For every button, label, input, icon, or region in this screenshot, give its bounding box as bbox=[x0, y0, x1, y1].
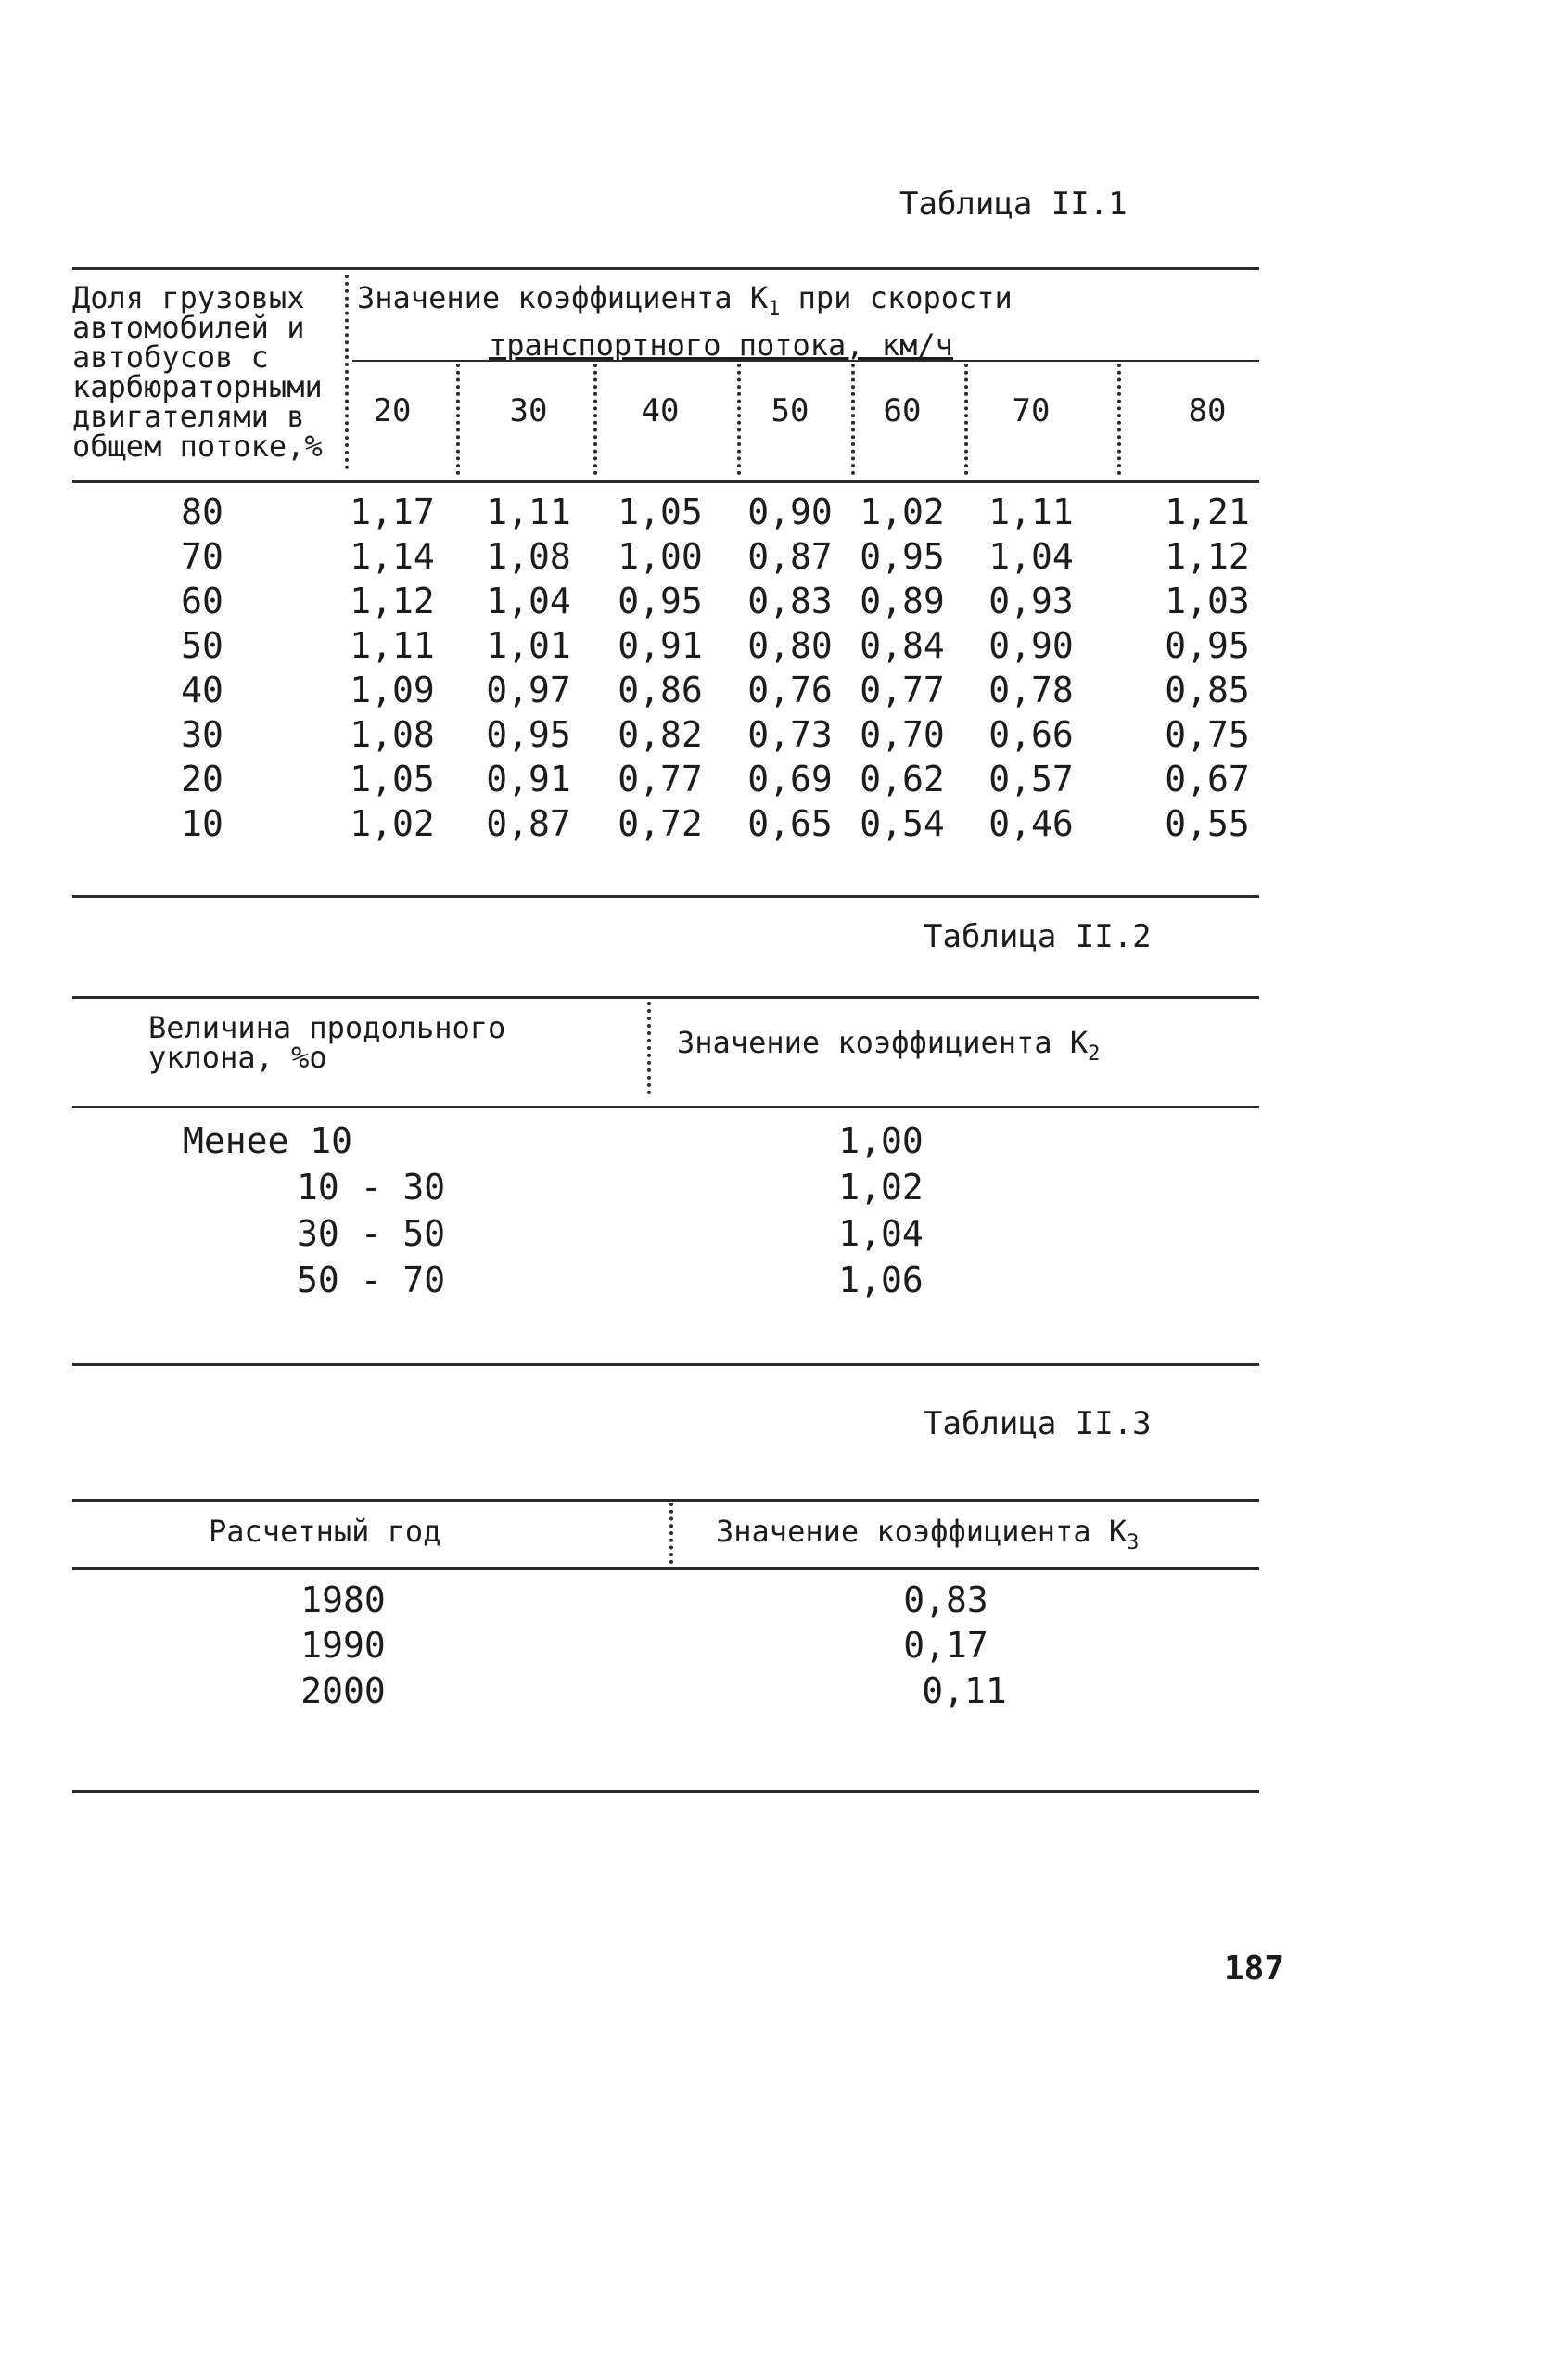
slope-range-cell: 50 - 70 bbox=[297, 1260, 446, 1300]
k2-value-cell: 1,02 bbox=[838, 1167, 924, 1208]
value-cell: 1,04 bbox=[988, 536, 1074, 577]
speed-header: 30 bbox=[509, 392, 548, 429]
table2-bottom-rule bbox=[72, 1363, 1259, 1366]
speed-header: 50 bbox=[771, 392, 809, 429]
speed-column-divider bbox=[964, 364, 968, 475]
value-cell: 0,65 bbox=[747, 803, 833, 844]
value-cell: 1,03 bbox=[1165, 581, 1250, 621]
table3-col1-header: Расчетный год bbox=[209, 1514, 441, 1549]
value-cell: 0,87 bbox=[486, 803, 571, 844]
share-cell: 10 bbox=[181, 803, 223, 844]
share-cell: 60 bbox=[181, 581, 223, 621]
row-header-line: автобусов с bbox=[72, 339, 269, 375]
share-cell: 40 bbox=[181, 670, 223, 710]
table3-top-rule bbox=[72, 1499, 1259, 1502]
k3-value-cell: 0,17 bbox=[903, 1625, 988, 1666]
value-cell: 0,85 bbox=[1165, 670, 1250, 710]
year-cell: 1980 bbox=[300, 1579, 386, 1620]
value-cell: 0,75 bbox=[1165, 714, 1250, 755]
value-cell: 1,09 bbox=[350, 670, 435, 710]
table1-group-header-line2: транспортного потока, км/ч bbox=[489, 327, 953, 363]
table2-col2-header bbox=[677, 1025, 1101, 1069]
share-cell: 30 bbox=[181, 714, 223, 755]
speed-column-divider bbox=[737, 364, 741, 475]
value-cell: 1,12 bbox=[350, 581, 435, 621]
col2-header-text: Значение коэффициента K bbox=[716, 1514, 1128, 1549]
value-cell: 1,04 bbox=[486, 581, 571, 621]
value-cell: 0,77 bbox=[618, 759, 703, 799]
speed-header: 60 bbox=[883, 392, 922, 429]
value-cell: 0,78 bbox=[988, 670, 1074, 710]
row-header-line: карбюраторными bbox=[72, 369, 323, 404]
table3-header-bottom-rule bbox=[72, 1567, 1259, 1570]
k3-value-cell: 0,11 bbox=[922, 1670, 1007, 1711]
col1-header-line: Величина продольного bbox=[148, 1010, 506, 1045]
speed-column-divider bbox=[851, 364, 855, 475]
slope-range-cell: 10 - 30 bbox=[297, 1167, 446, 1208]
year-cell: 1990 bbox=[300, 1625, 386, 1666]
speed-header: 70 bbox=[1012, 392, 1051, 429]
table1-caption: Таблица II.1 bbox=[899, 185, 1128, 223]
table1-speed-rule bbox=[352, 360, 1259, 362]
value-cell: 1,00 bbox=[618, 536, 703, 577]
value-cell: 1,02 bbox=[350, 803, 435, 844]
value-cell: 1,11 bbox=[350, 625, 435, 666]
value-cell: 1,21 bbox=[1165, 492, 1250, 532]
value-cell: 0,90 bbox=[747, 492, 833, 532]
value-cell: 0,67 bbox=[1165, 759, 1250, 799]
k2-value-cell: 1,04 bbox=[838, 1213, 924, 1254]
value-cell: 1,01 bbox=[486, 625, 571, 666]
row-header-line: двигателями в bbox=[72, 399, 305, 434]
group-header-subscript: 1 bbox=[768, 298, 781, 321]
table3-header-divider bbox=[669, 1503, 673, 1564]
table2-caption: Таблица II.2 bbox=[924, 918, 1152, 955]
year-cell: 2000 bbox=[300, 1670, 386, 1711]
value-cell: 0,91 bbox=[618, 625, 703, 666]
value-cell: 0,89 bbox=[860, 581, 945, 621]
value-cell: 0,62 bbox=[860, 759, 945, 799]
value-cell: 0,70 bbox=[860, 714, 945, 755]
table2-header-bottom-rule bbox=[72, 1106, 1259, 1108]
value-cell: 1,14 bbox=[350, 536, 435, 577]
table2-col1-header bbox=[148, 1010, 506, 1075]
value-cell: 0,95 bbox=[860, 536, 945, 577]
k2-value-cell: 1,06 bbox=[838, 1260, 924, 1300]
slope-range-cell: 30 - 50 bbox=[297, 1213, 446, 1254]
group-header-text: Значение коэффициента K bbox=[357, 280, 769, 315]
value-cell: 0,91 bbox=[486, 759, 571, 799]
value-cell: 0,93 bbox=[988, 581, 1074, 621]
value-cell: 0,90 bbox=[988, 625, 1074, 666]
value-cell: 0,80 bbox=[747, 625, 833, 666]
value-cell: 0,73 bbox=[747, 714, 833, 755]
value-cell: 0,57 bbox=[988, 759, 1074, 799]
row-header-line: общем потоке,% bbox=[72, 428, 323, 464]
table3-caption: Таблица II.3 bbox=[924, 1405, 1152, 1442]
table2-top-rule bbox=[72, 996, 1259, 999]
table1-header-bottom-rule bbox=[72, 480, 1259, 483]
value-cell: 0,86 bbox=[618, 670, 703, 710]
value-cell: 0,82 bbox=[618, 714, 703, 755]
row-header-line: автомобилей и bbox=[72, 310, 305, 345]
value-cell: 0,54 bbox=[860, 803, 945, 844]
share-cell: 50 bbox=[181, 625, 223, 666]
share-cell: 20 bbox=[181, 759, 223, 799]
value-cell: 0,46 bbox=[988, 803, 1074, 844]
speed-header: 20 bbox=[373, 392, 412, 429]
value-cell: 1,05 bbox=[618, 492, 703, 532]
table2-header-divider bbox=[647, 1002, 651, 1094]
page-number: 187 bbox=[1224, 1950, 1285, 1988]
value-cell: 0,95 bbox=[486, 714, 571, 755]
col1-header-line: уклона, %o bbox=[148, 1040, 327, 1075]
value-cell: 0,84 bbox=[860, 625, 945, 666]
value-cell: 1,08 bbox=[486, 536, 571, 577]
value-cell: 0,83 bbox=[747, 581, 833, 621]
table3-col2-header bbox=[716, 1516, 1139, 1558]
group-header-tail: при скорости bbox=[780, 280, 1013, 315]
value-cell: 0,69 bbox=[747, 759, 833, 799]
value-cell: 0,76 bbox=[747, 670, 833, 710]
k2-value-cell: 1,00 bbox=[838, 1120, 924, 1161]
col2-header-text: Значение коэффициента K bbox=[677, 1025, 1089, 1060]
row-header-line: Доля грузовых bbox=[72, 280, 305, 315]
speed-column-divider bbox=[456, 364, 460, 475]
value-cell: 0,95 bbox=[618, 581, 703, 621]
col2-header-subscript: 3 bbox=[1127, 1531, 1140, 1554]
value-cell: 0,77 bbox=[860, 670, 945, 710]
value-cell: 0,95 bbox=[1165, 625, 1250, 666]
value-cell: 0,72 bbox=[618, 803, 703, 844]
speed-column-divider bbox=[593, 364, 597, 475]
k3-value-cell: 0,83 bbox=[903, 1579, 988, 1620]
slope-range-cell: Менее 10 bbox=[183, 1120, 353, 1161]
share-cell: 80 bbox=[181, 492, 223, 532]
value-cell: 0,97 bbox=[486, 670, 571, 710]
value-cell: 1,11 bbox=[988, 492, 1074, 532]
share-cell: 70 bbox=[181, 536, 223, 577]
value-cell: 1,11 bbox=[486, 492, 571, 532]
table1-row-header bbox=[72, 280, 323, 464]
table1-top-rule bbox=[72, 267, 1259, 270]
col2-header-subscript: 2 bbox=[1088, 1042, 1101, 1066]
speed-header: 80 bbox=[1188, 392, 1227, 429]
value-cell: 1,02 bbox=[860, 492, 945, 532]
value-cell: 0,55 bbox=[1165, 803, 1250, 844]
value-cell: 1,05 bbox=[350, 759, 435, 799]
speed-column-divider bbox=[1117, 364, 1121, 475]
table1-bottom-rule bbox=[72, 895, 1259, 898]
value-cell: 1,17 bbox=[350, 492, 435, 532]
table1-header-divider bbox=[345, 275, 349, 469]
value-cell: 1,12 bbox=[1165, 536, 1250, 577]
value-cell: 0,87 bbox=[747, 536, 833, 577]
table3-bottom-rule bbox=[72, 1790, 1259, 1793]
value-cell: 0,66 bbox=[988, 714, 1074, 755]
speed-header: 40 bbox=[641, 392, 680, 429]
value-cell: 1,08 bbox=[350, 714, 435, 755]
table1-group-header bbox=[357, 280, 1013, 325]
